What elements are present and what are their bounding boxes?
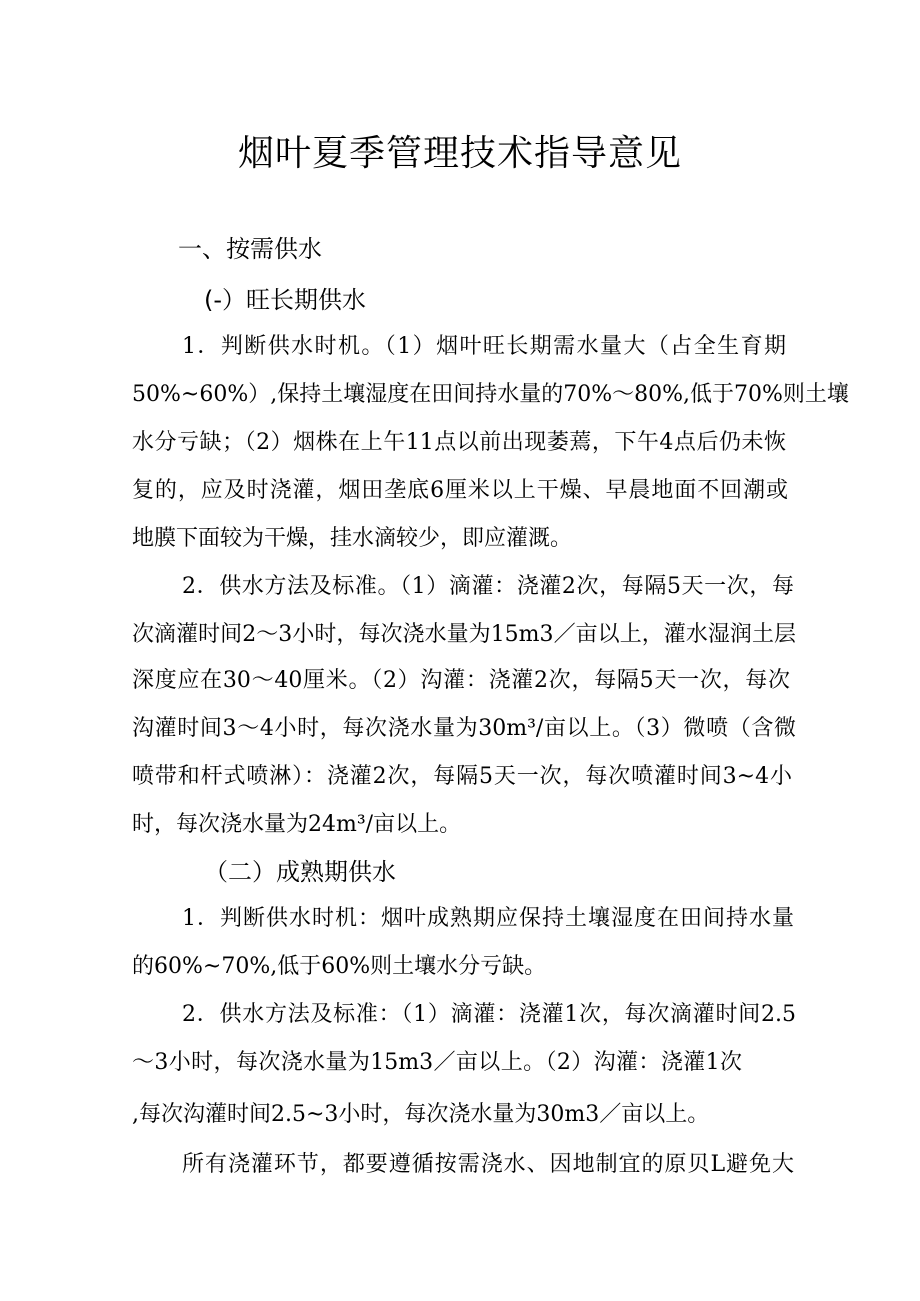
paragraph-line: 2．供水方法及标准：（1）滴灌：浇灌1次，每次滴灌时间2.5 <box>182 1002 796 1027</box>
paragraph-line: 水分亏缺；（2）烟株在上午11点以前出现萎蔫，下午4点后仍未恢 <box>132 430 786 455</box>
subsection-heading-mature: （二）成熟期供水 <box>204 858 396 886</box>
paragraph-line: 地膜下面较为干燥，挂水滴较少，即应灌溉。 <box>132 526 573 551</box>
paragraph-line: 1．判断供水时机。（1）烟叶旺长期需水量大（占全生育期 <box>182 334 786 359</box>
paragraph-line: 沟灌时间3～4小时，每次浇水量为30m³/亩以上。（3）微喷（含微 <box>132 716 796 741</box>
paragraph-line: 1．判断供水时机：烟叶成熟期应保持土壤湿度在田间持水量 <box>182 906 794 931</box>
paragraph-line: 2．供水方法及标准。（1）滴灌：浇灌2次，每隔5天一次，每 <box>182 574 794 599</box>
paragraph-line: 所有浇灌环节，都要遵循按需浇水、因地制宜的原贝L避免大 <box>182 1152 794 1177</box>
paragraph-line: 时，每次浇水量为24m³/亩以上。 <box>132 812 462 837</box>
paragraph-line: ,每次沟灌时间2.5~3小时，每次浇水量为30m3／亩以上。 <box>132 1102 710 1127</box>
document-title: 烟叶夏季管理技术指导意见 <box>237 133 682 174</box>
subsection-heading-growth: (-）旺长期供水 <box>204 286 367 314</box>
section-heading: 一、按需供水 <box>178 235 322 263</box>
paragraph-line: 深度应在30～40厘米。（2）沟灌：浇灌2次，每隔5天一次，每次 <box>132 668 790 693</box>
paragraph-line: 的60%~70%,低于60%则土壤水分亏缺。 <box>132 954 547 979</box>
paragraph-line: ～3小时，每次浇水量为15m3／亩以上。（2）沟灌：浇灌1次 <box>132 1050 742 1075</box>
paragraph-line: 喷带和杆式喷淋）：浇灌2次，每隔5天一次，每次喷灌时间3~4小 <box>132 764 792 789</box>
paragraph-line: 次滴灌时间2～3小时，每次浇水量为15m3／亩以上，灌水湿润土层 <box>132 622 796 647</box>
paragraph-line: 50%~60%）,保持土壤湿度在田间持水量的70%～80%,低于70%则土壤 <box>132 382 849 407</box>
paragraph-line: 复的，应及时浇灌，烟田垄底6厘米以上干燥、早晨地面不回潮或 <box>132 478 788 503</box>
